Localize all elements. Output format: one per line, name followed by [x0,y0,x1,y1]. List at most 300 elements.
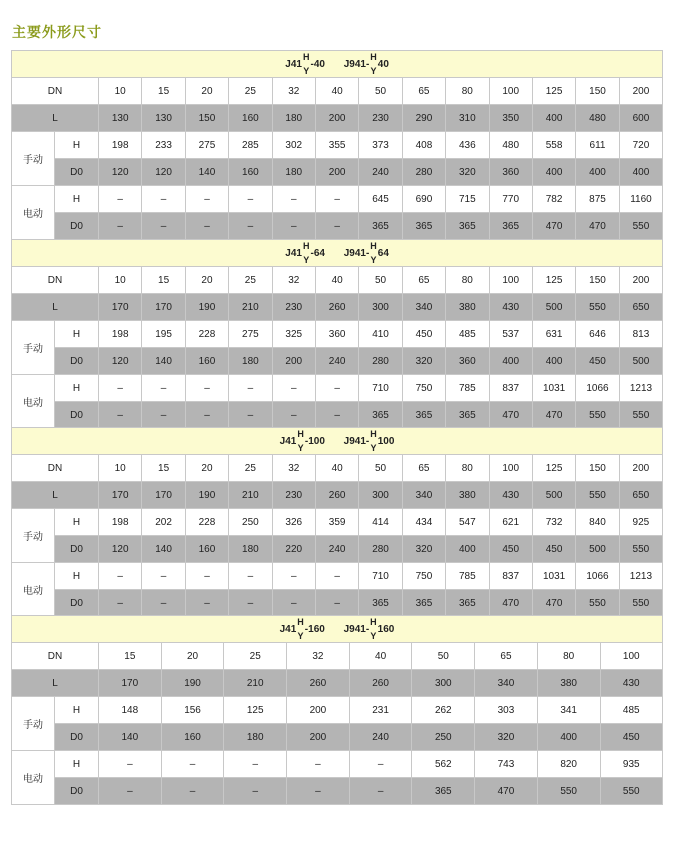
dn-cell: 200 [619,267,663,294]
manual-h-cell: 303 [475,697,538,724]
model-b-prefix: J941- [343,247,370,259]
dn-cell: 25 [229,267,272,294]
h-label: H [55,375,99,402]
manual-h-cell: 200 [287,697,350,724]
length-cell: 210 [229,482,272,509]
manual-h-row [12,132,663,159]
manual-h-cell: 302 [272,132,315,159]
dn-cell: 10 [99,455,142,482]
dn-cell: 32 [287,643,350,670]
dn-row [12,643,663,670]
model-a-suffix: -40 [310,58,325,70]
dn-cell: 32 [272,455,315,482]
manual-h-cell: 233 [142,132,185,159]
manual-h-cell: 434 [402,509,445,536]
length-row [12,482,663,509]
electric-h-cell: – [185,186,228,213]
length-cell: 310 [446,105,489,132]
electric-d0-cell: 470 [489,590,532,617]
length-cell: 550 [576,294,619,321]
model-a [285,54,325,74]
model-a-suffix: -100 [304,435,325,447]
dimension-table-pn64 [11,239,663,429]
model-b [344,431,395,451]
d0-label: D0 [55,348,99,375]
dn-cell: 20 [185,78,228,105]
electric-d0-cell: – [99,590,142,617]
model-header-cell [12,428,663,455]
manual-d0-cell: 550 [619,536,662,563]
electric-h-row [12,186,663,213]
length-cell: 480 [576,105,619,132]
electric-label: 电动 [12,375,55,429]
manual-d0-cell: 200 [287,724,350,751]
dimension-table-pn40 [11,50,663,240]
dn-cell: 200 [619,455,662,482]
manual-d0-cell: 120 [99,348,142,375]
manual-h-cell: 198 [99,509,142,536]
electric-h-cell: – [99,563,142,590]
electric-d0-cell: – [99,213,142,240]
model-a [285,243,325,263]
electric-h-cell: – [315,375,358,402]
manual-h-cell: 355 [315,132,358,159]
d0-label: D0 [55,590,99,617]
manual-h-cell: 228 [185,509,228,536]
electric-h-row [12,563,663,590]
electric-d0-cell: 365 [446,590,489,617]
length-cell: 260 [315,482,358,509]
manual-h-cell: 450 [402,321,445,348]
electric-d0-cell: – [185,590,228,617]
manual-h-cell: 341 [537,697,600,724]
model-b-super: H [370,617,377,627]
electric-d0-cell: – [229,402,272,429]
manual-d0-cell: 160 [185,536,228,563]
dn-cell: 32 [272,78,315,105]
electric-h-cell: – [272,375,315,402]
dn-cell: 32 [272,267,315,294]
electric-h-row [12,375,663,402]
electric-d0-cell: 365 [446,402,489,429]
length-label: L [12,670,99,697]
d0-label: D0 [55,159,99,186]
electric-h-cell: 710 [359,563,402,590]
manual-d0-cell: 160 [185,348,228,375]
electric-h-cell: 875 [576,186,619,213]
h-label: H [55,321,99,348]
manual-d0-cell: 400 [532,348,575,375]
electric-d0-cell: – [142,402,185,429]
dn-cell: 50 [359,267,402,294]
h-label: H [55,751,99,778]
electric-h-cell: 820 [537,751,600,778]
electric-d0-cell: – [142,213,185,240]
electric-d0-cell: 365 [402,213,445,240]
length-cell: 500 [532,294,575,321]
dn-cell: 100 [489,455,532,482]
manual-d0-cell: 280 [359,348,402,375]
length-cell: 300 [359,482,402,509]
model-a-super: H [302,52,310,62]
electric-d0-cell: – [315,590,358,617]
manual-h-cell: 480 [489,132,532,159]
electric-d0-cell: 550 [619,590,662,617]
manual-h-cell: 275 [185,132,228,159]
manual-h-cell: 813 [619,321,663,348]
length-row [12,105,663,132]
dn-row [12,267,663,294]
dn-cell: 40 [315,455,358,482]
electric-d0-cell: 550 [600,778,662,805]
model-a-sub: Y [297,631,304,641]
manual-h-cell: 720 [619,132,663,159]
manual-d0-cell: 280 [359,536,402,563]
manual-h-cell: 436 [446,132,489,159]
manual-d0-row [12,348,663,375]
manual-h-cell: 326 [272,509,315,536]
electric-h-cell: – [161,751,224,778]
electric-h-cell: – [99,375,142,402]
electric-h-cell: 837 [489,563,532,590]
dimension-table-pn160 [11,615,663,805]
length-cell: 230 [272,482,315,509]
length-cell: 290 [402,105,445,132]
manual-d0-cell: 140 [185,159,228,186]
manual-d0-cell: 450 [600,724,662,751]
manual-d0-cell: 160 [161,724,224,751]
electric-h-cell: – [287,751,350,778]
model-b-super: H [370,52,377,62]
electric-d0-cell: – [349,778,412,805]
electric-d0-cell: 550 [619,213,663,240]
electric-h-cell: 1066 [576,563,619,590]
model-a [280,431,325,451]
manual-h-cell: 228 [185,321,228,348]
electric-d0-cell: – [272,213,315,240]
h-label: H [55,563,99,590]
length-cell: 200 [315,105,358,132]
dn-cell: 65 [402,267,445,294]
length-cell: 400 [532,105,575,132]
manual-h-cell: 360 [315,321,358,348]
dn-cell: 15 [99,643,162,670]
electric-h-cell: – [142,563,185,590]
electric-h-cell: 562 [412,751,475,778]
manual-d0-cell: 450 [576,348,619,375]
electric-h-cell: 770 [489,186,532,213]
electric-d0-cell: – [272,590,315,617]
manual-h-cell: 325 [272,321,315,348]
dn-cell: 15 [142,455,185,482]
electric-d0-cell: – [185,213,228,240]
manual-d0-cell: 140 [142,536,185,563]
manual-h-cell: 485 [600,697,662,724]
length-cell: 650 [619,482,662,509]
electric-d0-cell: – [224,778,287,805]
model-b-sub: Y [370,66,377,76]
dn-cell: 15 [142,267,185,294]
manual-h-cell: 148 [99,697,162,724]
dn-cell: 20 [185,455,228,482]
electric-h-cell: – [229,563,272,590]
manual-h-cell: 621 [489,509,532,536]
manual-h-cell: 202 [142,509,185,536]
dn-cell: 40 [315,78,358,105]
model-b [344,619,395,639]
dn-row [12,78,663,105]
model-a-super: H [297,617,304,627]
manual-h-cell: 414 [359,509,402,536]
electric-d0-cell: – [99,402,142,429]
model-a-super: H [297,429,304,439]
manual-d0-cell: 240 [359,159,402,186]
dimension-table-pn100 [11,427,663,617]
length-cell: 380 [537,670,600,697]
dn-cell: 25 [229,78,272,105]
model-b-super: H [370,429,377,439]
model-a [280,619,325,639]
manual-d0-cell: 500 [576,536,619,563]
manual-h-cell: 373 [359,132,402,159]
manual-h-cell: 646 [576,321,619,348]
manual-d0-cell: 180 [224,724,287,751]
dn-label: DN [12,455,99,482]
length-cell: 260 [349,670,412,697]
manual-d0-cell: 200 [272,348,315,375]
dn-cell: 125 [532,455,575,482]
manual-label: 手动 [12,132,55,186]
electric-d0-cell: 550 [619,402,663,429]
electric-h-cell: – [272,563,315,590]
electric-h-cell: 645 [359,186,402,213]
electric-d0-cell: 470 [532,590,575,617]
page-title: 主要外形尺寸 [12,25,102,41]
electric-h-cell: – [185,375,228,402]
electric-d0-cell: – [161,778,224,805]
electric-h-cell: 690 [402,186,445,213]
length-label: L [12,105,99,132]
electric-h-cell: 750 [402,375,445,402]
manual-h-row [12,321,663,348]
length-cell: 340 [475,670,538,697]
electric-d0-cell: – [229,213,272,240]
electric-d0-cell: – [315,402,358,429]
model-b-prefix: J941- [343,58,370,70]
length-cell: 340 [402,294,445,321]
electric-d0-cell: 470 [576,213,619,240]
electric-h-cell: 935 [600,751,662,778]
dn-cell: 50 [359,78,402,105]
manual-d0-cell: 220 [272,536,315,563]
model-a-prefix: J41 [279,435,297,447]
model-a-prefix: J41 [279,623,297,635]
model-b-prefix: J941- [343,435,370,447]
manual-h-cell: 925 [619,509,662,536]
electric-d0-cell: 470 [475,778,538,805]
manual-h-cell: 611 [576,132,619,159]
d0-label: D0 [55,213,99,240]
length-cell: 380 [446,482,489,509]
electric-d0-cell: 550 [537,778,600,805]
electric-h-cell: 710 [359,375,402,402]
length-cell: 180 [272,105,315,132]
model-b-suffix: 64 [377,247,389,259]
electric-d0-row [12,402,663,429]
manual-d0-cell: 180 [229,348,272,375]
manual-d0-cell: 360 [489,159,532,186]
dn-cell: 15 [142,78,185,105]
dn-cell: 25 [224,643,287,670]
manual-h-cell: 250 [229,509,272,536]
manual-d0-cell: 400 [532,159,575,186]
length-cell: 170 [142,482,185,509]
electric-d0-row [12,778,663,805]
model-a-suffix: -160 [304,623,325,635]
dn-cell: 50 [359,455,402,482]
electric-label: 电动 [12,563,55,617]
manual-h-cell: 840 [576,509,619,536]
length-cell: 500 [532,482,575,509]
length-cell: 430 [489,482,532,509]
model-a-prefix: J41 [285,58,302,70]
manual-label: 手动 [12,509,55,563]
length-row [12,670,663,697]
manual-d0-cell: 360 [446,348,489,375]
electric-h-cell: – [229,375,272,402]
electric-d0-row [12,213,663,240]
length-row [12,294,663,321]
manual-h-cell: 195 [142,321,185,348]
electric-d0-cell: 365 [402,590,445,617]
model-header-row [12,428,663,455]
h-label: H [55,132,99,159]
manual-h-cell: 410 [359,321,402,348]
electric-h-cell: 785 [446,563,489,590]
manual-d0-cell: 180 [229,536,272,563]
length-cell: 160 [229,105,272,132]
manual-d0-cell: 400 [619,159,663,186]
electric-d0-cell: – [185,402,228,429]
length-cell: 150 [185,105,228,132]
manual-d0-cell: 240 [315,536,358,563]
manual-d0-cell: 120 [142,159,185,186]
electric-h-cell: – [142,186,185,213]
dn-cell: 125 [532,267,575,294]
manual-h-cell: 408 [402,132,445,159]
manual-h-cell: 537 [489,321,532,348]
manual-h-cell: 732 [532,509,575,536]
model-a-sub: Y [303,66,310,76]
length-cell: 230 [359,105,402,132]
electric-d0-cell: – [142,590,185,617]
manual-h-row [12,697,663,724]
manual-d0-cell: 280 [402,159,445,186]
model-a-suffix: -64 [310,247,325,259]
length-cell: 430 [489,294,532,321]
model-a-sub: Y [297,443,304,453]
electric-h-cell: – [349,751,412,778]
manual-d0-cell: 180 [272,159,315,186]
manual-d0-cell: 320 [402,348,445,375]
model-a-prefix: J41 [285,247,302,259]
manual-d0-cell: 450 [489,536,532,563]
manual-h-cell: 231 [349,697,412,724]
manual-d0-cell: 240 [349,724,412,751]
dn-cell: 80 [446,78,489,105]
model-b [344,54,389,74]
model-b-prefix: J941- [343,623,370,635]
dn-cell: 20 [161,643,224,670]
model-a-super: H [302,241,310,251]
length-cell: 340 [402,482,445,509]
dn-cell: 150 [576,78,619,105]
dn-cell: 50 [412,643,475,670]
manual-d0-cell: 320 [446,159,489,186]
length-cell: 190 [185,294,228,321]
h-label: H [55,509,99,536]
electric-d0-cell: 365 [359,213,402,240]
manual-label: 手动 [12,321,55,375]
model-b-super: H [370,241,377,251]
manual-d0-row [12,536,663,563]
electric-h-cell: – [99,186,142,213]
manual-d0-cell: 240 [315,348,358,375]
electric-h-cell: 743 [475,751,538,778]
length-cell: 170 [99,294,142,321]
electric-h-cell: 1213 [619,375,663,402]
manual-d0-cell: 120 [99,159,142,186]
electric-label: 电动 [12,186,55,240]
dn-label: DN [12,267,99,294]
electric-h-cell: 1213 [619,563,662,590]
model-header-row [12,616,663,643]
length-cell: 550 [576,482,619,509]
dn-cell: 100 [489,78,532,105]
dn-cell: 80 [537,643,600,670]
manual-d0-row [12,159,663,186]
electric-h-cell: – [99,751,162,778]
electric-h-cell: – [142,375,185,402]
electric-h-cell: 1160 [619,186,663,213]
model-header-cell [12,240,663,267]
electric-h-cell: – [272,186,315,213]
manual-h-cell: 631 [532,321,575,348]
dn-cell: 20 [185,267,228,294]
manual-h-cell: 275 [229,321,272,348]
length-cell: 170 [99,482,142,509]
electric-label: 电动 [12,751,55,805]
dn-cell: 40 [315,267,358,294]
electric-h-cell: 837 [489,375,532,402]
length-cell: 300 [412,670,475,697]
manual-h-cell: 485 [446,321,489,348]
manual-d0-cell: 250 [412,724,475,751]
electric-h-cell: 1031 [532,375,575,402]
dn-label: DN [12,643,99,670]
length-cell: 380 [446,294,489,321]
electric-h-cell: 785 [446,375,489,402]
electric-h-cell: – [224,751,287,778]
dn-cell: 100 [600,643,662,670]
electric-d0-cell: 365 [489,213,532,240]
electric-h-cell: 1066 [576,375,619,402]
manual-d0-cell: 140 [142,348,185,375]
d0-label: D0 [55,778,99,805]
electric-d0-cell: 470 [532,213,575,240]
length-cell: 130 [99,105,142,132]
manual-h-cell: 125 [224,697,287,724]
